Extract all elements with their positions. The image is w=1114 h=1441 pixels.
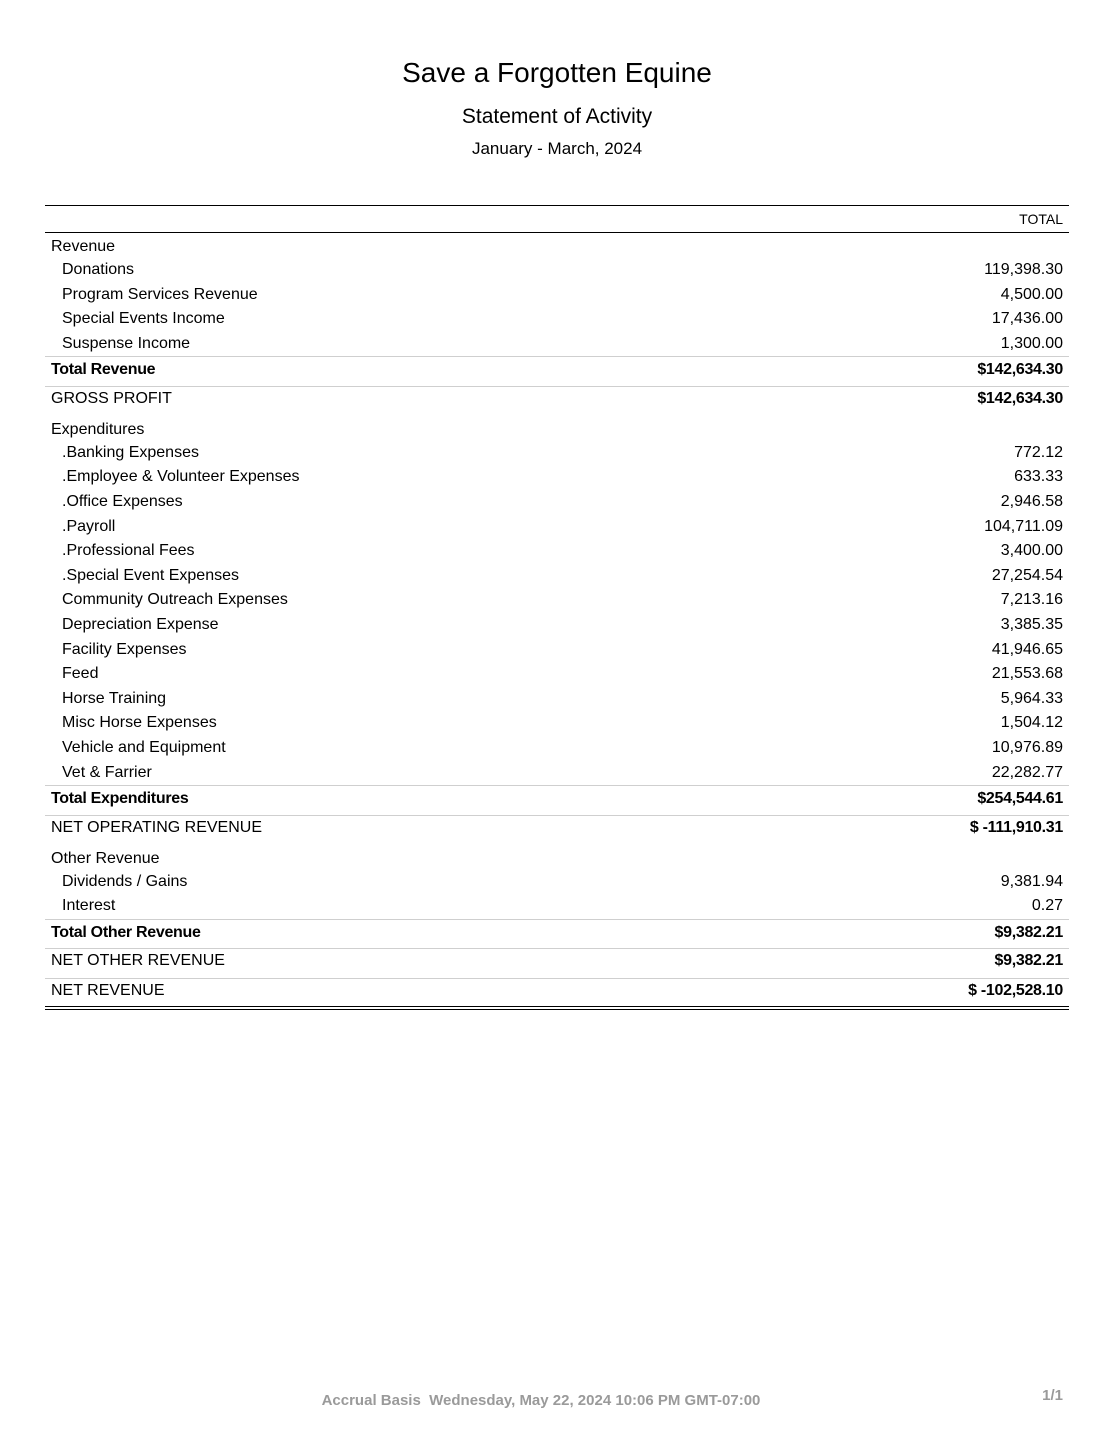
total-other-revenue-row — [45, 919, 1069, 949]
summary-label: NET OTHER REVENUE — [51, 952, 225, 970]
summary-label: GROSS PROFIT — [51, 389, 172, 407]
row-amount: 1,504.12 — [1000, 714, 1063, 732]
statement-table — [45, 205, 1069, 1010]
row-label: .Office Expenses — [62, 493, 183, 511]
table-row — [45, 588, 1069, 613]
summary-amount: $142,634.30 — [977, 389, 1063, 407]
page-number: 1/1 — [1042, 1387, 1063, 1404]
table-row — [45, 564, 1069, 589]
row-label: Dividends / Gains — [62, 872, 188, 890]
table-row — [45, 638, 1069, 663]
summary-label: NET OPERATING REVENUE — [51, 818, 262, 836]
section-label: Other Revenue — [51, 849, 160, 867]
row-amount: 2,946.58 — [1000, 493, 1063, 511]
table-row — [45, 539, 1069, 564]
section-revenue — [45, 233, 1069, 258]
net-other-revenue-row — [45, 948, 1069, 978]
total-revenue-row — [45, 356, 1069, 386]
column-header-total: TOTAL — [1019, 211, 1063, 227]
row-amount: 7,213.16 — [1000, 591, 1063, 609]
table-row — [45, 465, 1069, 490]
row-amount: 4,500.00 — [1000, 285, 1063, 303]
row-amount: 772.12 — [1014, 443, 1063, 461]
row-amount: 633.33 — [1014, 468, 1063, 486]
section-label: Revenue — [51, 238, 116, 255]
row-label: Community Outreach Expenses — [62, 591, 288, 609]
table-row — [45, 613, 1069, 638]
row-amount: 3,385.35 — [1000, 616, 1063, 634]
table-row — [45, 711, 1069, 736]
total-amount: $9,382.21 — [994, 923, 1063, 941]
summary-amount: $9,382.21 — [994, 952, 1063, 970]
row-amount: 5,964.33 — [1000, 689, 1063, 707]
table-row — [45, 515, 1069, 540]
table-row — [45, 662, 1069, 687]
table-row — [45, 894, 1069, 919]
table-row — [45, 687, 1069, 712]
table-row — [45, 736, 1069, 761]
row-amount: 119,398.30 — [984, 261, 1063, 278]
table-row — [45, 441, 1069, 466]
total-expenditures-row — [45, 785, 1069, 815]
row-label: .Professional Fees — [62, 542, 195, 560]
row-amount: 27,254.54 — [991, 566, 1063, 584]
row-label: Program Services Revenue — [62, 285, 258, 303]
row-label: Depreciation Expense — [62, 616, 219, 634]
row-label: .Employee & Volunteer Expenses — [62, 468, 300, 486]
section-expenditures — [45, 416, 1069, 441]
table-row — [45, 258, 1069, 283]
section-label: Expenditures — [51, 420, 145, 438]
summary-amount: $ -111,910.31 — [969, 818, 1063, 836]
total-label: Total Other Revenue — [51, 923, 201, 941]
table-row — [45, 761, 1069, 786]
row-label: Horse Training — [62, 689, 167, 707]
row-label: Suspense Income — [62, 334, 191, 352]
row-label: Vehicle and Equipment — [62, 739, 226, 756]
row-label: Feed — [62, 665, 99, 683]
table-row — [45, 870, 1069, 895]
row-label: Interest — [62, 897, 116, 915]
table-row — [45, 283, 1069, 308]
summary-label: NET REVENUE — [51, 982, 165, 1000]
net-operating-revenue-row — [45, 815, 1069, 845]
summary-amount: $ -102,528.10 — [968, 982, 1063, 1000]
table-row — [45, 490, 1069, 515]
section-other-revenue — [45, 845, 1069, 870]
row-amount: 1,300.00 — [1000, 334, 1063, 352]
row-amount: 3,400.00 — [1000, 542, 1063, 560]
row-label: .Payroll — [62, 517, 116, 535]
row-amount: 10,976.89 — [991, 739, 1063, 756]
row-amount: 0.27 — [1031, 897, 1063, 915]
report-period: January - March, 2024 — [471, 139, 643, 158]
row-label: Vet & Farrier — [62, 763, 152, 781]
row-label: .Special Event Expenses — [62, 566, 239, 584]
row-label: Special Events Income — [62, 310, 225, 328]
total-amount: $142,634.30 — [977, 361, 1063, 379]
report-footer: Accrual Basis Wednesday, May 22, 2024 10:06 PM GMT-07:00 — [321, 1392, 761, 1409]
company-name: Save a Forgotten Equine — [402, 57, 712, 88]
row-label: .Banking Expenses — [62, 443, 199, 461]
table-row — [45, 332, 1069, 357]
table-header-row — [45, 206, 1069, 233]
table-row — [45, 307, 1069, 332]
row-amount: 22,282.77 — [991, 763, 1063, 781]
row-label: Donations — [62, 261, 135, 278]
row-label: Facility Expenses — [62, 640, 187, 658]
row-amount: 104,711.09 — [984, 517, 1063, 535]
row-label: Misc Horse Expenses — [62, 714, 217, 732]
row-amount: 17,436.00 — [991, 310, 1063, 328]
gross-profit-row — [45, 386, 1069, 416]
row-amount: 41,946.65 — [991, 640, 1063, 658]
row-amount: 21,553.68 — [991, 665, 1063, 683]
total-amount: $254,544.61 — [977, 790, 1063, 808]
total-label: Total Revenue — [51, 361, 156, 379]
row-amount: 9,381.94 — [1000, 872, 1063, 890]
total-label: Total Expenditures — [51, 790, 189, 808]
net-revenue-row — [45, 978, 1069, 1010]
report-title: Statement of Activity — [461, 105, 653, 128]
